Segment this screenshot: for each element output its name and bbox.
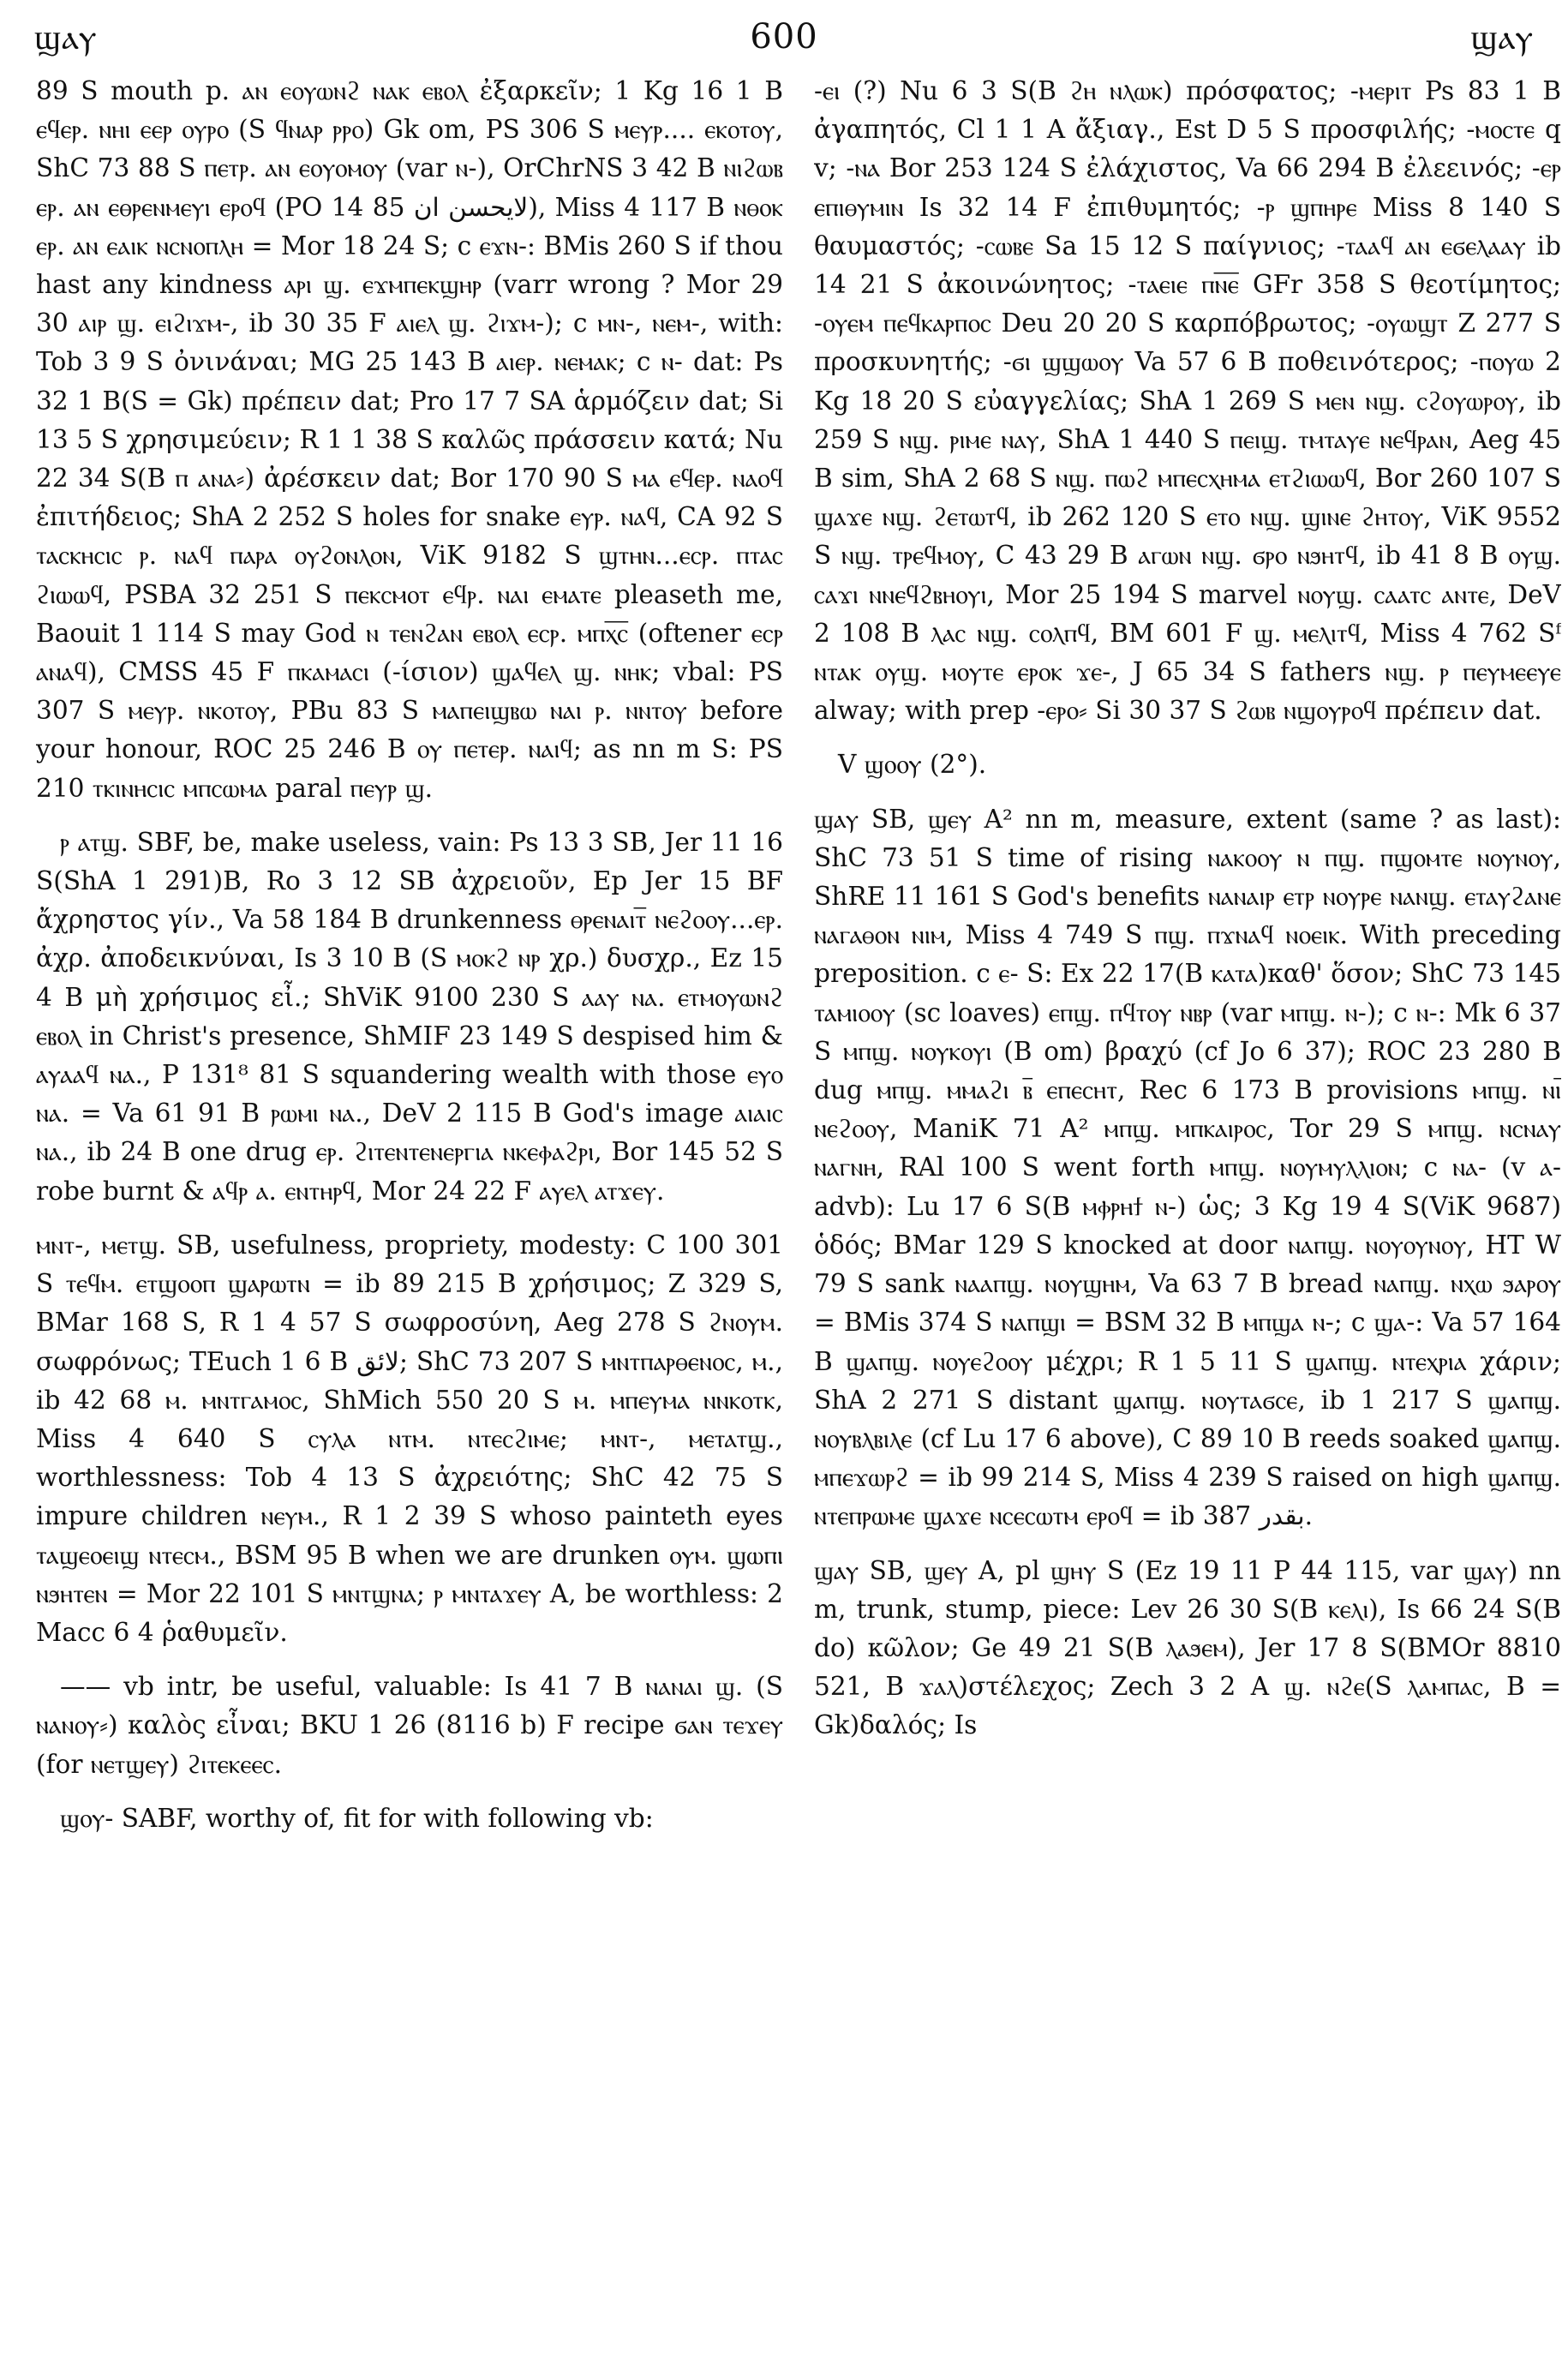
entry-paragraph: —— vb intr, be useful, valuable: Is 41 7 B ⲛⲁⲛⲁⲓ ϣ. (S ⲛⲁⲛⲟⲩ⸗) καλὸς εἶναι; BKU 1 26 (8116 b) F recipe ϭⲁⲛ ⲧⲉϫⲉⲩ (for ⲛⲉⲧϣⲉⲩ) ϩⲓⲧⲉⲕⲉⲉⲥ. — [36, 1672, 783, 1779]
cross-reference: V ϣⲟⲟⲩ (2°). — [838, 750, 987, 780]
entry-paragraph: ⲣ ⲁⲧϣ. SBF, be, make useless, vain: Ps 13 3 SB, Jer 11 16 S(ShA 1 291)B, Ro 3 12 SB ἀχρειοῦν, Ep Jer 15 BF ἄχρηστος γίν., Va 58 184 B drunkenness ⲑⲣⲉⲛⲁⲓⲧ̅ ⲛⲉϩⲟⲟⲩ...ⲉⲣ. ἀχρ. ἀποδεικνύναι, Is 3 10 B (S ⲙⲟⲕϩ ⲛⲣ χρ.) δυσχρ., Ez 15 4 B μὴ χρήσιμος εἶ.; ShViK 9100 230 S ⲁⲁⲩ ⲛⲁ. ⲉⲧⲙⲟⲩⲱⲛϩ ⲉⲃⲟⲗ in Christ's presence, ShMIF 23 149 S despised him & ⲁⲩⲁⲁϥ ⲛⲁ., P 131⁸ 81 S squandering wealth with those ⲉⲩⲟ ⲛⲁ. = Va 61 91 B ⲣⲱⲙⲓ ⲛⲁ., DeV 2 115 B God's image ⲁⲓⲁⲓⲥ ⲛⲁ., ib 24 B one drug ⲉⲣ. ϩⲓⲧⲉⲛⲧⲉⲛⲉⲣⲅⲓⲁ ⲛⲕⲉⲫⲁϩⲣⲓ, Bor 145 52 S robe burnt & ⲁϥⲣ ⲁ. ⲉⲛⲧⲏⲣϥ, Mor 24 22 F ⲁⲩⲉⲗ ⲁⲧϫⲉⲩ. — [36, 827, 783, 1206]
page-number: 600 — [750, 17, 818, 57]
entry-paragraph: -ⲉⲓ (?) Nu 6 3 S(B ϩⲏ ⲛⲗⲱⲕ) πρόσφατος; -ⲙⲉⲣⲓⲧ Ps 83 1 B ἀγαπητός, Cl 1 1 A ἄξιαγ., Est D 5 S προσφιλής; -ⲙⲟⲥⲧⲉ q v; -ⲛⲁ Bor 253 124 S ἐλάχιστος, Va 66 294 B ἐλεεινός; -ⲉⲣ ⲉⲡⲓⲑⲩⲙⲓⲛ Is 32 14 F ἐπιθυμητός; -ⲣ ϣⲡⲏⲣⲉ Miss 8 140 S θαυμαστός; -ⲥⲱⲃⲉ Sa 15 12 S παίγνιος; -ⲧⲁⲁϥ ⲁⲛ ⲉϭⲉⲗⲁⲁⲩ ib 14 21 S ἀκοινώνητος; -ⲧⲁⲉⲓⲉ ⲡⲛ̅ⲉ̅ GFr 358 S θεοτίμητος; -ⲟⲩⲉⲙ ⲡⲉϥⲕⲁⲣⲡⲟⲥ Deu 20 20 S καρπόβρωτος; -ⲟⲩⲱϣⲧ Z 277 S προσκυνητής; -ϭⲓ ϣϣⲱⲟⲩ Va 57 6 B ποθεινότερος; -ⲡⲟⲩⲱ 2 Kg 18 20 S εὐαγγελίας; ShA 1 269 S ⲙⲉⲛ ⲛϣ. ⲥϩⲟⲩⲱⲣⲟⲩ, ib 259 S ⲛϣ. ⲣⲓⲙⲉ ⲛⲁⲩ, ShA 1 440 S ⲡⲉⲓϣ. ⲧⲙⲧⲁⲩⲉ ⲛⲉϥⲣⲁⲛ, Aeg 45 B sim, ShA 2 68 S ⲛϣ. ⲡⲱϩ ⲙⲡⲉⲥⲭⲏⲙⲁ ⲉⲧϩⲓⲱⲱϥ, Bor 260 107 S ϣⲁϫⲉ ⲛϣ. ϩⲉⲧⲱⲧϥ, ib 262 120 S ⲉⲧⲟ ⲛϣ. ϣⲓⲛⲉ ϩⲏⲧⲟⲩ, ViK 9552 S ⲛϣ. ⲧⲣⲉϥⲙⲟⲩ, C 43 29 B ⲁⲅⲱⲛ ⲛϣ. ϭⲣⲟ ⲛϧⲏⲧϥ, ib 41 8 B ⲟⲩϣ. ⲥⲁϫⲓ ⲛⲛⲉϥϩⲃⲏⲟⲩⲓ, Mor 25 194 S marvel ⲛⲟⲩϣ. ⲥⲁⲁⲧⲥ ⲁⲛⲧⲉ, DeV 2 108 B ⲗⲁⲥ ⲛϣ. ⲥⲟⲗⲡϥ, BM 601 F ϣ. ⲙⲉⲗⲓⲧϥ, Miss 4 762 Sᶠ ⲛⲧⲁⲕ ⲟⲩϣ. ⲙⲟⲩⲧⲉ ⲉⲣⲟⲕ ϫⲉ-, J 65 34 S fathers ⲛϣ. ⲣ ⲡⲉⲩⲙⲉⲉⲩⲉ alway; with prep -ⲉⲣⲟ⸗ Si 30 37 S ϩⲱⲃ ⲛϣⲟⲩⲣⲟϥ πρέπειν dat. — [814, 76, 1561, 726]
page-header — [34, 9, 1534, 69]
running-head-right: ϣⲁⲩ — [1470, 18, 1534, 57]
entry-paragraph: ϣⲁⲩ SB, ϣⲉⲩ A, pl ϣⲏⲩ S (Ez 19 11 P 44 115, var ϣⲁⲩ) nn m, trunk, stump, piece: Lev 26 30 S(B ⲕⲉⲗⲓ), Is 66 24 S(B do) κῶλον; Ge 49 21 S(B ⲗⲁϧⲉⲙ), Jer 17 8 S(BMOr 8810 521, B ϫⲁⲗ)στέλεχος; Zech 3 2 A ϣ. ⲛϩⲉ(S ⲗⲁⲙⲡⲁⲥ, B = Gk)δαλός; Is — [814, 1555, 1561, 1740]
entry-paragraph: ⲙⲛⲧ-, ⲙⲉⲧϣ. SB, usefulness, propriety, modesty: C 100 301 S ⲧⲉϥⲙ. ⲉⲧϣⲟⲟⲡ ϣⲁⲣⲱⲧⲛ = ib 89 215 B χρήσιμος; Z 329 S, BMar 168 S, R 1 4 57 S σωφροσύνη, Aeg 278 S ϩⲛⲟⲩⲙ. σωφρόνως; TEuch 1 6 B لائق; ShC 73 207 S ⲙⲛⲧⲡⲁⲣⲑⲉⲛⲟⲥ, ⲙ., ib 42 68 ⲙ. ⲙⲛⲧⲅⲁⲙⲟⲥ, ShMich 550 20 S ⲙ. ⲙⲡⲉⲩⲙⲁ ⲛⲛⲕⲟⲧⲕ, Miss 4 640 S ⲥⲩⲗⲁ ⲛⲧⲙ. ⲛⲧⲉⲥϩⲓⲙⲉ; ⲙⲛⲧ-, ⲙⲉⲧⲁⲧϣ., worthlessness: Tob 4 13 S ἀχρειότης; ShC 42 75 S impure children ⲛⲉⲩⲙ., R 1 2 39 S whoso painteth eyes ⲧⲁϣⲉⲟⲉⲓϣ ⲛⲧⲉⲥⲙ., BSM 95 B when we are drunken ⲟⲩⲙ. ϣⲱⲡⲓ ⲛϧⲏⲧⲉⲛ = Mor 22 101 S ⲙⲛⲧϣⲛⲁ; ⲣ ⲙⲛⲧⲁϫⲉⲩ A, be worthless: 2 Macc 6 4 ῥαθυμεῖν. — [36, 1230, 783, 1647]
running-head-left: ϣⲁⲩ — [34, 18, 98, 57]
left-column — [36, 72, 783, 2343]
entry-paragraph: 89 S mouth p. ⲁⲛ ⲉⲟⲩⲱⲛϩ ⲛⲁⲕ ⲉⲃⲟⲗ ἐξαρκεῖν; 1 Kg 16 1 B ⲉϥⲉⲣ. ⲛⲏⲓ ⲉⲉⲣ ⲟⲩⲣⲟ (S ϥⲛⲁⲣ ⲣⲣⲟ) Gk om, PS 306 S ⲙⲉⲩⲣ.... ⲉⲕⲟⲧⲟⲩ, ShC 73 88 S ⲡⲉⲧⲣ. ⲁⲛ ⲉⲟⲩⲟⲙⲟⲩ (var ⲛ-), OrChrNS 3 42 B ⲛⲓϩⲱⲃ ⲉⲣ. ⲁⲛ ⲉⲑⲣⲉⲛⲙⲉⲩⲓ ⲉⲣⲟϥ (PO 14 85 لايحسن ان), Miss 4 117 B ⲛⲑⲟⲕ ⲉⲣ. ⲁⲛ ⲉⲁⲓⲕ ⲛⲥⲛⲟⲡⲗⲏ = Mor 18 24 S; c ⲉϫⲛ-: BMis 260 S if thou hast any kindness ⲁⲣⲓ ϣ. ⲉϫⲙⲡⲉⲕϣⲏⲣ (varr wrong ? Mor 29 30 ⲁⲓⲣ ϣ. ⲉⲓϩⲓϫⲙ-, ib 30 35 F ⲁⲓⲉⲗ ϣ. ϩⲓϫⲙ-); c ⲙⲛ-, ⲛⲉⲙ-, with: Tob 3 9 S ὀνινάναι; MG 25 143 B ⲁⲓⲉⲣ. ⲛⲉⲙⲁⲕ; c ⲛ- dat: Ps 32 1 B(S = Gk) πρέπειν dat; Pro 17 7 SA ἁρμόζειν dat; Si 13 5 S χρησιμεύειν; R 1 1 38 S καλῶς πράσσειν κατά; Nu 22 34 S(B ⲡ ⲁⲛⲁ⸗) ἀρέσκειν dat; Bor 170 90 S ⲙⲁ ⲉϥⲉⲣ. ⲛⲁⲟϥ ἐπιτήδειος; ShA 2 252 S holes for snake ⲉⲩⲣ. ⲛⲁϥ, CA 92 S ⲧⲁⲥⲕⲏⲥⲓⲥ ⲣ. ⲛⲁϥ ⲡⲁⲣⲁ ⲟⲩϩⲟⲛⲗⲟⲛ, ViK 9182 S ϣⲧⲏⲛ...ⲉⲥⲣ. ⲡⲧⲁⲥ ϩⲓⲱⲱϥ, PSBA 32 251 S ⲡⲉⲕⲥⲙⲟⲧ ⲉϥⲣ. ⲛⲁⲓ ⲉⲙⲁⲧⲉ pleaseth me, Baouit 1 114 S may God ⲛ ⲧⲉⲛϩⲁⲛ ⲉⲃⲟⲗ ⲉⲥⲣ. ⲙⲡⲭ̅ⲥ̅ (oftener ⲉⲥⲣ ⲁⲛⲁϥ), CMSS 45 F ⲡⲕⲁⲙⲁⲥⲓ (-ίσιον) ϣⲁϥⲉⲗ ϣ. ⲛⲏⲕ; vbal: PS 307 S ⲙⲉⲩⲣ. ⲛⲕⲟⲧⲟⲩ, PBu 83 S ⲙⲁⲡⲉⲓϣⲃⲱ ⲛⲁⲓ ⲣ. ⲛⲛⲧⲟⲩ before your honour, ROC 25 246 B ⲟⲩ ⲡⲉⲧⲉⲣ. ⲛⲁⲓϥ; as nn m S: PS 210 ⲧⲕⲓⲛⲏⲥⲓⲥ ⲙⲡⲥⲱⲙⲁ paral ⲡⲉⲩⲣ ϣ. — [36, 76, 783, 803]
entry-paragraph: ϣⲟⲩ- SABF, worthy of, fit for with following vb: — [60, 1803, 654, 1833]
right-column — [814, 72, 1561, 2343]
entry-paragraph: ϣⲁⲩ SB, ϣⲉⲩ A² nn m, measure, extent (same ? as last): ShC 73 51 S time of rising ⲛⲁⲕⲟⲟⲩ ⲛ ⲡϣ. ⲡϣⲟⲙⲧⲉ ⲛⲟⲩⲛⲟⲩ, ShRE 11 161 S God's benefits ⲛⲁⲛⲁⲓⲣ ⲉⲧⲣ ⲛⲟⲩⲣⲉ ⲛⲁⲛϣ. ⲉⲧⲁⲩϩⲁⲛⲉ ⲛⲁⲅⲁⲑⲟⲛ ⲛⲓⲙ, Miss 4 749 S ⲡϣ. ⲡϫⲛⲁϥ ⲛⲟⲉⲓⲕ. With preceding preposition. c ⲉ- S: Ex 22 17(B ⲕⲁⲧⲁ)καθ' ὅσον; ShC 73 145 ⲧⲁⲙⲓⲟⲟⲩ (sc loaves) ⲉⲡϣ. ⲡϥⲧⲟⲩ ⲛⲃⲣ (var ⲙⲡϣ. ⲛ-); c ⲛ-: Mk 6 37 S ⲙⲡϣ. ⲛⲟⲩⲕⲟⲩⲓ (B om) βραχύ (cf Jo 6 37); ROC 23 280 B dug ⲙⲡϣ. ⲙⲙⲁϩⲓ ⲃ̅ ⲉⲡⲉⲥⲏⲧ, Rec 6 173 B provisions ⲙⲡϣ. ⲛⲓ̅ ⲛⲉϩⲟⲟⲩ, ManiK 71 A² ⲙⲡϣ. ⲙⲡⲕⲁⲓⲣⲟⲥ, Tor 29 S ⲙⲡϣ. ⲛⲥⲛⲁⲩ ⲛⲁⲅⲛⲏ, RAl 100 S went forth ⲙⲡϣ. ⲛⲟⲩⲙⲩⲗⲗⲓⲟⲛ; c ⲛⲁ- (v ⲁ- advb): Lu 17 6 S(B ⲙⲫⲣⲏϯ ⲛ-) ὡς; 3 Kg 19 4 S(ViK 9687) ὁδός; BMar 129 S knocked at door ⲛⲁⲡϣ. ⲛⲟⲩⲟⲩⲛⲟⲩ, HT W 79 S sank ⲛⲁⲁⲡϣ. ⲛⲟⲩϣⲏⲙ, Va 63 7 B bread ⲛⲁⲡϣ. ⲛⲭⲱ ϧⲁⲣⲟⲩ = BMis 374 S ⲛⲁⲡϣⲓ = BSM 32 B ⲙⲡϣⲁ ⲛ-; c ϣⲁ-: Va 57 164 B ϣⲁⲡϣ. ⲛⲟⲩⲉϩⲟⲟⲩ μέχρι; R 1 5 11 S ϣⲁⲡϣ. ⲛⲧⲉⲭⲣⲓⲁ χάριν; ShA 2 271 S distant ϣⲁⲡϣ. ⲛⲟⲩⲧⲁϭⲥⲉ, ib 1 217 S ϣⲁⲡϣ. ⲛⲟⲩⲃⲗⲃⲓⲗⲉ (cf Lu 17 6 above), C 89 10 B reeds soaked ϣⲁⲡϣ. ⲙⲡⲉϫⲱⲣϩ = ib 99 214 S, Miss 4 239 S raised on high ϣⲁⲡϣ. ⲛⲧⲉⲡⲣⲱⲙⲉ ϣⲁϫⲉ ⲛⲥⲉⲥⲱⲧⲙ ⲉⲣⲟϥ = ib 387 بقدر. — [814, 804, 1561, 1531]
